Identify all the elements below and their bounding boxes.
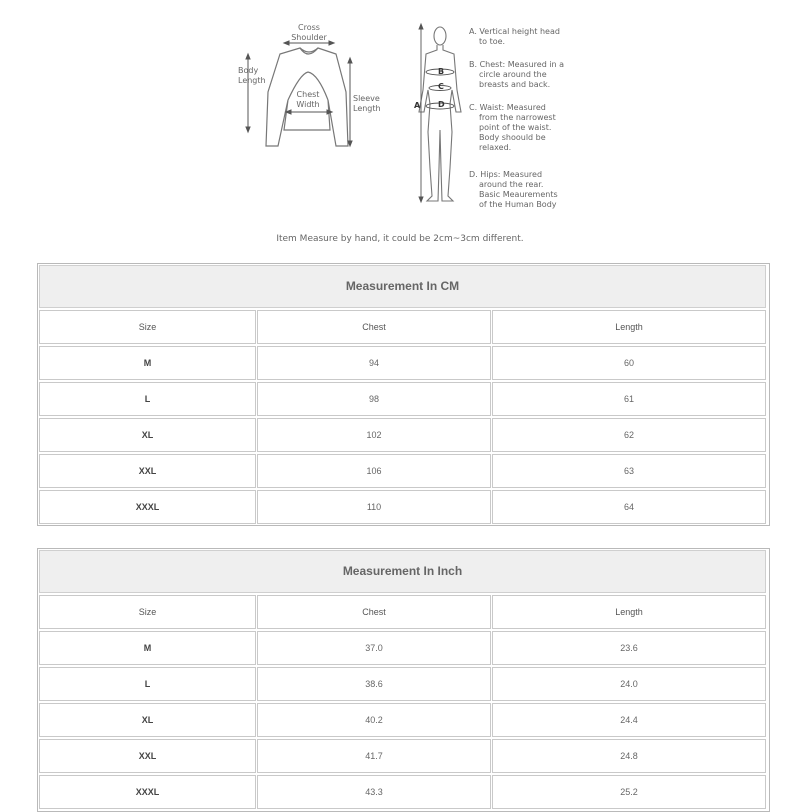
note-a: A. Vertical height head to toe. (469, 27, 560, 46)
header-chest: Chest (257, 595, 491, 629)
cell-chest: 98 (257, 382, 491, 416)
cell-length: 25.2 (492, 775, 766, 809)
cell-length: 60 (492, 346, 766, 380)
cell-size: L (39, 667, 256, 701)
cell-chest: 106 (257, 454, 491, 488)
cell-size: XXXL (39, 775, 256, 809)
sleeve-length-label: Sleeve Length (353, 94, 381, 113)
body-letter-d: D (438, 100, 445, 109)
cell-chest: 102 (257, 418, 491, 452)
body-letter-b: B (438, 67, 445, 76)
header-length: Length (492, 310, 766, 344)
cell-chest: 41.7 (257, 739, 491, 773)
cell-size: XXL (39, 739, 256, 773)
size-guide-figure (0, 0, 800, 232)
table-title: Measurement In CM (39, 265, 766, 308)
cell-length: 24.0 (492, 667, 766, 701)
chest-width-label: Chest Width (296, 90, 320, 109)
cell-length: 24.4 (492, 703, 766, 737)
cell-chest: 43.3 (257, 775, 491, 809)
cell-length: 23.6 (492, 631, 766, 665)
cell-size: XXL (39, 454, 256, 488)
cell-chest: 94 (257, 346, 491, 380)
inch-table (37, 548, 770, 812)
cell-size: M (39, 631, 256, 665)
cell-length: 61 (492, 382, 766, 416)
cell-size: M (39, 346, 256, 380)
cm-table (37, 263, 770, 526)
cell-chest: 40.2 (257, 703, 491, 737)
note-d: D. Hips: Measured around the rear. Basic Meaurements of the Human Body (469, 170, 558, 209)
note-b: B. Chest: Measured in a circle around the breasts and back. (469, 60, 565, 89)
cross-shoulder-label: Cross Shoulder (291, 23, 327, 42)
cell-length: 24.8 (492, 739, 766, 773)
header-size: Size (39, 595, 256, 629)
body-letter-a: A (414, 101, 421, 110)
table-title: Measurement In Inch (39, 550, 766, 593)
header-length: Length (492, 595, 766, 629)
cell-size: L (39, 382, 256, 416)
cell-length: 62 (492, 418, 766, 452)
cell-chest: 38.6 (257, 667, 491, 701)
header-size: Size (39, 310, 256, 344)
body-letter-c: C (438, 82, 444, 91)
cell-length: 64 (492, 490, 766, 524)
body-illustration (419, 27, 461, 201)
cell-length: 63 (492, 454, 766, 488)
cell-size: XXXL (39, 490, 256, 524)
garment-and-body-diagram (0, 0, 800, 232)
body-length-label: Body Length (238, 66, 266, 85)
note-c: C. Waist: Measured from the narrowest point of the waist. Body shoould be relaxed. (469, 103, 556, 152)
header-chest: Chest (257, 310, 491, 344)
cell-size: XL (39, 703, 256, 737)
cell-chest: 37.0 (257, 631, 491, 665)
measure-note: Item Measure by hand, it could be 2cm~3cm different. (276, 234, 524, 244)
cell-chest: 110 (257, 490, 491, 524)
cell-size: XL (39, 418, 256, 452)
